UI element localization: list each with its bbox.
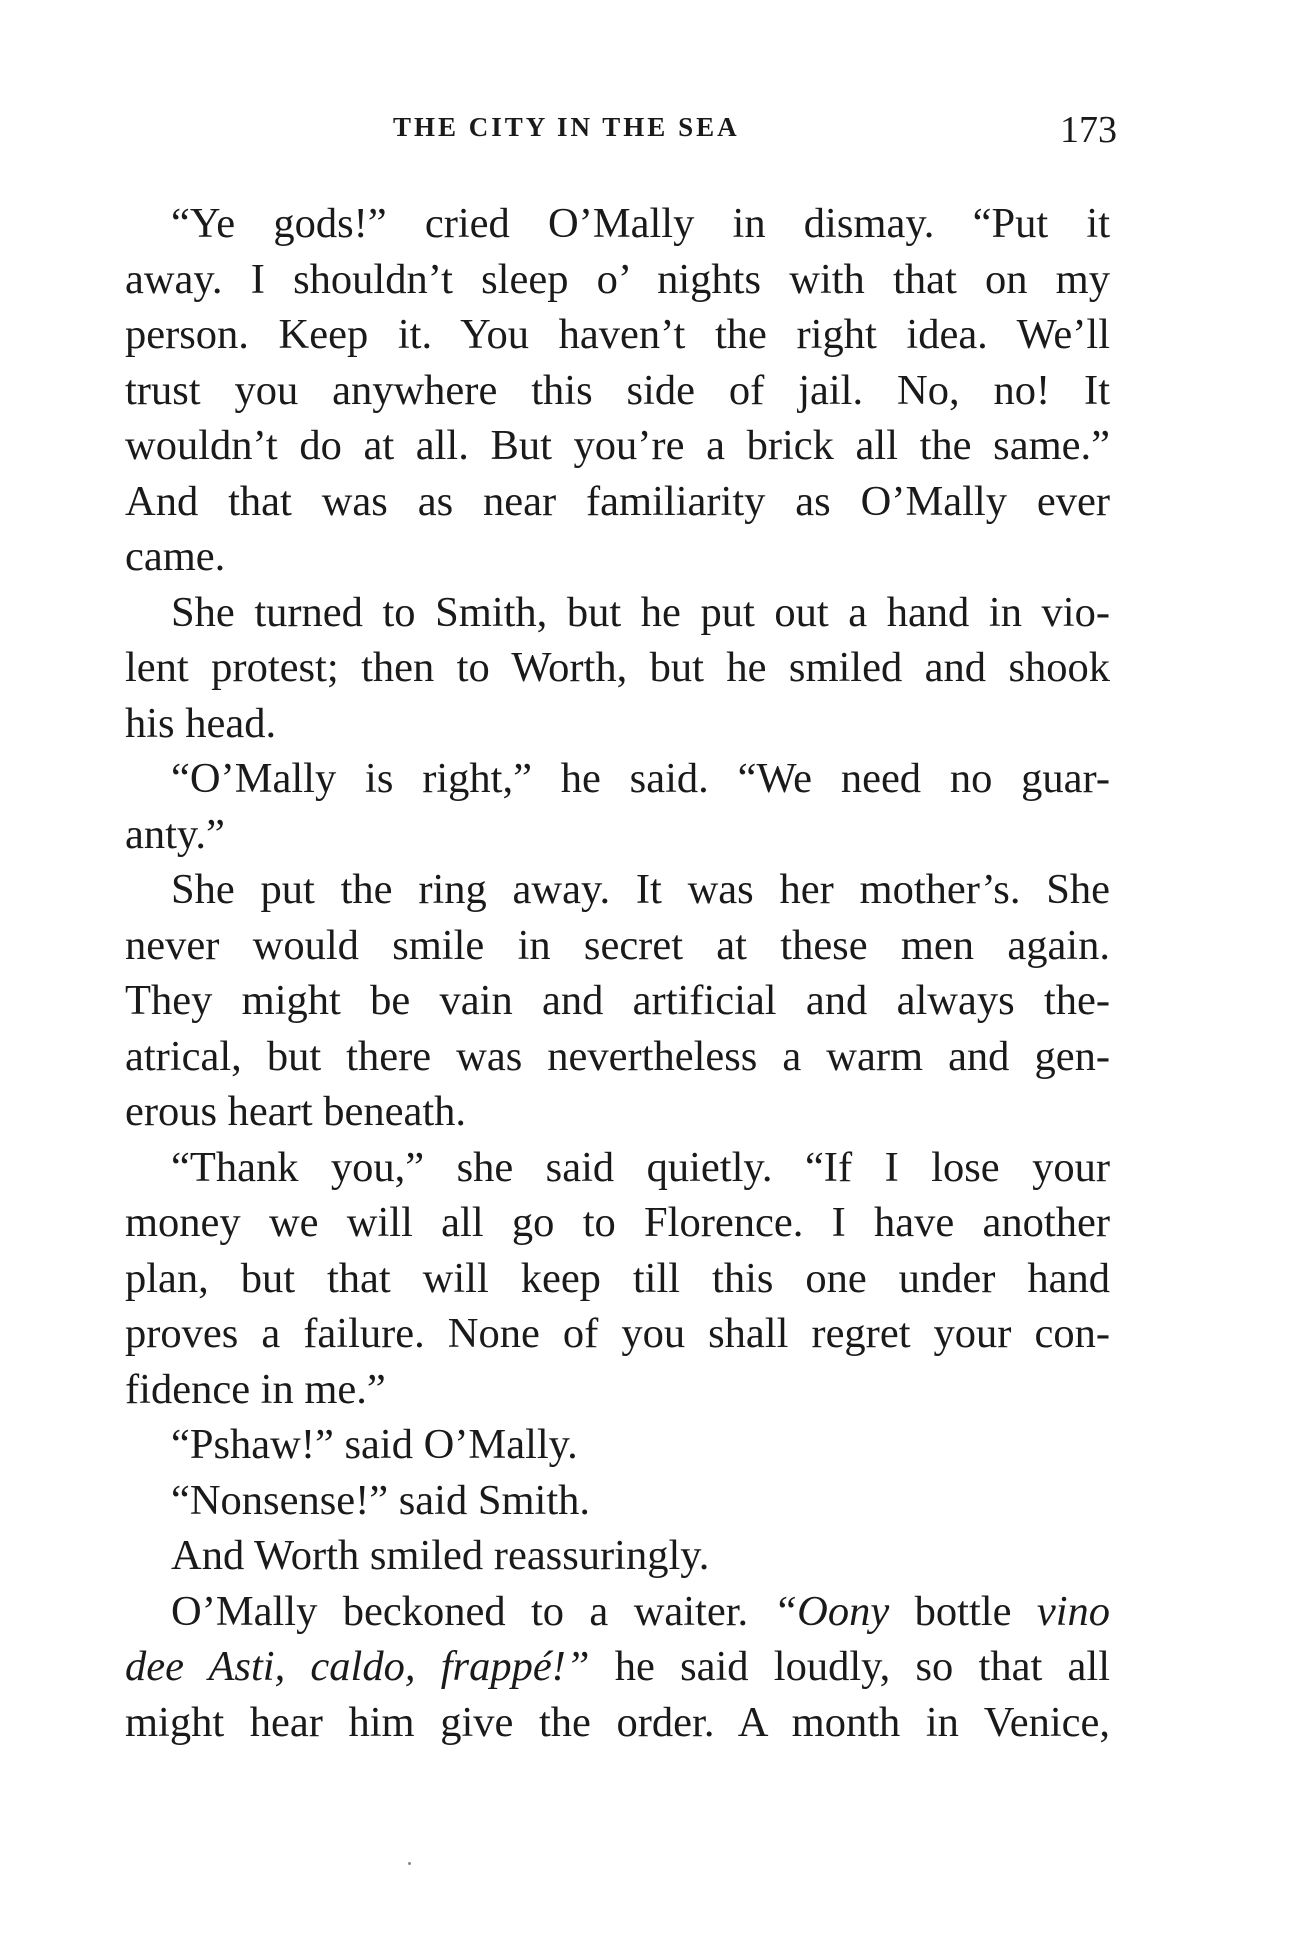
text-run: he said loudly, so that all	[589, 1643, 1110, 1690]
text-line: came.	[125, 533, 226, 580]
text-line: person. Keep it. You haven’t the right idea. We’ll	[125, 311, 1110, 358]
body-text	[125, 196, 1110, 1750]
text-line: “Pshaw!” said O’Mally.	[171, 1421, 578, 1468]
text-line: plan, but that will keep till this one under hand	[125, 1254, 1110, 1302]
text-run: O’Mally beckoned to a waiter.	[171, 1587, 774, 1635]
text-line: “Nonsense!” said Smith.	[171, 1476, 591, 1524]
text-line: “Ye gods!” cried O’Mally in dismay. “Put it	[171, 200, 1110, 247]
text-line	[125, 1584, 1110, 1640]
text-line	[125, 1639, 1110, 1695]
page-number: 173	[1060, 109, 1117, 151]
text-line: She put the ring away. It was her mother’s. She	[171, 866, 1110, 913]
text-line: proves a failure. None of you shall regret your con-	[125, 1310, 1110, 1357]
text-line: And Worth smiled reassuringly.	[171, 1532, 710, 1579]
text-line: away. I shouldn’t sleep o’ nights with that on my	[125, 255, 1110, 303]
text-line: “Thank you,” she said quietly. “If I lose your	[171, 1143, 1110, 1191]
text-line: She turned to Smith, but he put out a hand in vio-	[171, 588, 1110, 636]
text-line: fidence in me.”	[125, 1365, 386, 1413]
text-line: lent protest; then to Worth, but he smiled and shook	[125, 644, 1110, 691]
text-line: wouldn’t do at all. But you’re a brick all the same.”	[125, 422, 1110, 469]
text-run: bottle	[889, 1587, 1037, 1635]
text-line: trust you anywhere this side of jail. No, no! It	[125, 366, 1110, 414]
paper-speck	[408, 1862, 411, 1865]
italic-run: vino	[1036, 1587, 1110, 1635]
text-line: his head.	[125, 699, 277, 747]
text-line: “O’Mally is right,” he said. “We need no guar-	[171, 755, 1110, 802]
text-line: They might be vain and artificial and always the-	[125, 977, 1110, 1024]
italic-run: “Oony	[773, 1587, 890, 1635]
text-line: And that was as near familiarity as O’Mally ever	[125, 477, 1110, 525]
text-line: never would smile in secret at these men again.	[125, 921, 1110, 969]
text-line: erous heart beneath.	[125, 1088, 467, 1135]
running-title: THE CITY IN THE SEA	[393, 112, 740, 142]
text-line: anty.”	[125, 810, 225, 858]
text-line: money we will all go to Florence. I have another	[125, 1199, 1110, 1246]
text-line: atrical, but there was nevertheless a warm and gen-	[125, 1032, 1110, 1080]
italic-run: dee Asti, caldo, frappé!”	[125, 1643, 590, 1690]
text-line: might hear him give the order. A month in Venice,	[125, 1698, 1110, 1746]
running-head	[125, 109, 1125, 172]
